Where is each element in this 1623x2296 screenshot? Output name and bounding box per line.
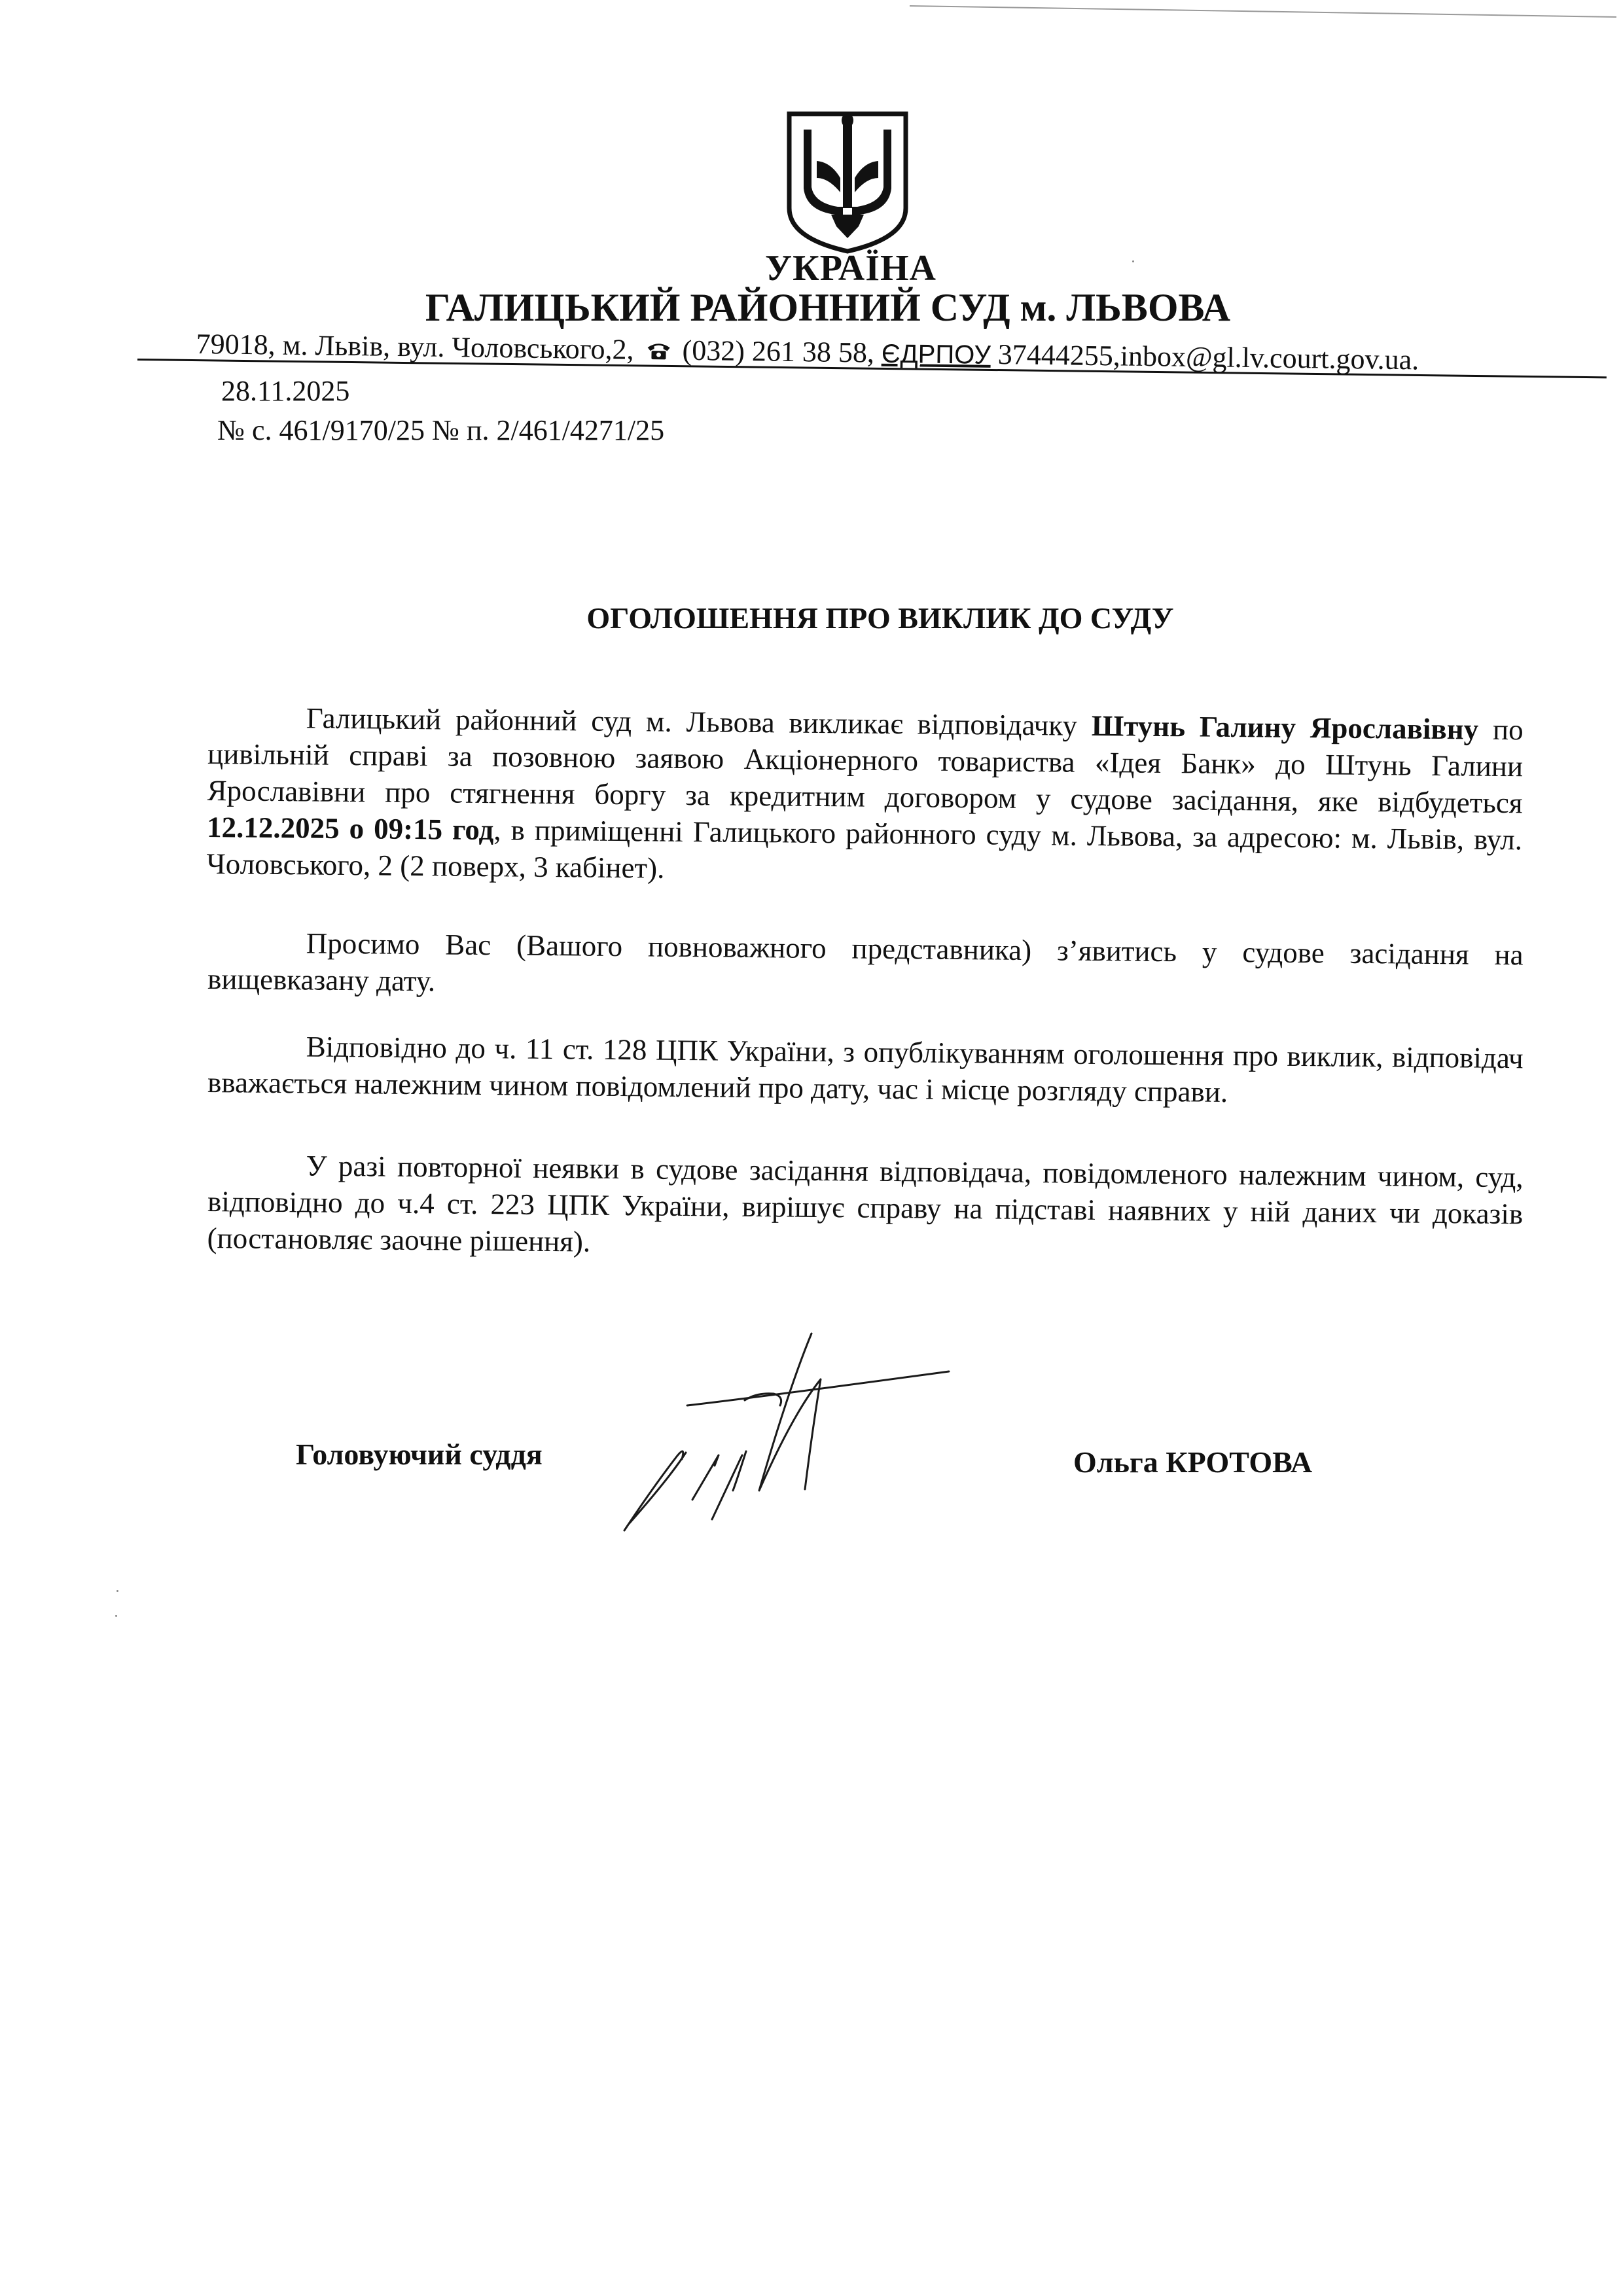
scan-speck — [1132, 260, 1134, 262]
paragraph-request — [207, 924, 1524, 1010]
judge-name: Ольга КРОТОВА — [1073, 1445, 1313, 1479]
edrpou-label: ЄДРПОУ — [881, 339, 991, 370]
court-name-heading: ГАЛИЦЬКИЙ РАЙОННИЙ СУД м. ЛЬВОВА — [425, 286, 1231, 329]
telephone-icon — [646, 341, 671, 361]
hearing-datetime: 12.12.2025 о 09:15 год — [206, 810, 494, 847]
phone-number: (032) 261 38 58, — [682, 334, 875, 369]
court-address-line — [196, 327, 1603, 379]
paragraph-text: Відповідно до ч. 11 ст. 128 ЦПК України, з опублікуванням оголошення про виклик, відповідач вважається належним чином повідомлений про дату, час і місце розгляду справи. — [207, 1030, 1524, 1108]
scan-speck — [115, 1615, 117, 1617]
case-numbers: № с. 461/9170/25 № п. 2/461/4271/25 — [217, 414, 665, 446]
address-text: 79018, м. Львів, вул. Чоловського,2, — [196, 327, 634, 366]
defendant-name: Штунь Галину Ярославівну — [1091, 709, 1479, 746]
paragraph-legal-notice — [207, 1027, 1524, 1113]
paragraph-default-judgment — [207, 1146, 1524, 1269]
paragraph-text: Галицький районний суд м. Львова викликає відповідачку — [306, 701, 1092, 742]
paragraph-text: по цивільній справі за позовною заявою Акціонерного товариства «Ідея Банк» до Штунь Галини Ярославівни про стягнення боргу за кредитним договором у судове засідання, яке відбудеться — [207, 713, 1524, 820]
edrpou-and-email: 37444255,inbox@gl.lv.court.gov.ua. — [997, 338, 1419, 376]
scan-speck — [116, 1590, 118, 1592]
coat-of-arms-trident-icon — [785, 110, 910, 255]
presiding-judge-label: Головуючий суддя — [296, 1438, 543, 1471]
paragraph-text: У разі повторної неявки в судове засідання відповідача, повідомленого належним чином, суд, відповідно до ч.4 ст. 223 ЦПК України, вирішує справу на підставі наявних у ній даних чи доказів (постановляє заочне рішення). — [207, 1149, 1524, 1258]
scan-edge-line — [910, 5, 1616, 18]
handwritten-signature — [609, 1328, 962, 1538]
country-heading: УКРАЇНА — [765, 248, 936, 289]
paragraph-text: Просимо Вас (Вашого повноважного представника) з’явитись у судове засідання на вищевказану дату. — [207, 927, 1524, 998]
document-title: ОГОЛОШЕННЯ ПРО ВИКЛИК ДО СУДУ — [586, 601, 1174, 635]
paragraph-summons — [206, 699, 1524, 894]
document-date: 28.11.2025 — [221, 375, 350, 407]
paragraph-text: , в приміщенні Галицького районного суду м. Львова, за адресою: м. Львів, вул. Чоловського, 2 (2 поверх, 3 кабінет). — [206, 813, 1523, 885]
